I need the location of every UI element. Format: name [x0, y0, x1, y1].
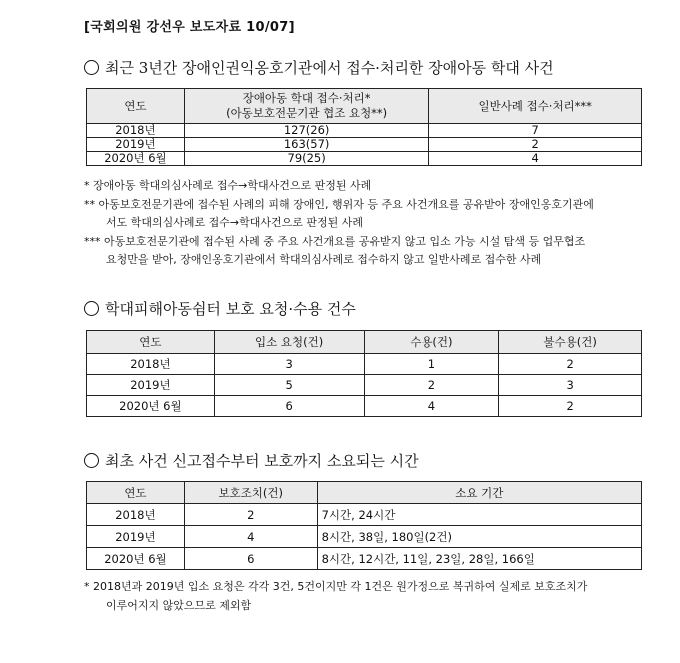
- cell-year: 2018년: [87, 504, 185, 526]
- col-year-header: 연도: [87, 482, 185, 504]
- col-accepted-header: 수용(건): [364, 331, 499, 354]
- press-release-header: [국회의원 강선우 보도자료 10/07]: [84, 20, 295, 35]
- section1-title: [84, 57, 554, 78]
- cell-request: 3: [214, 354, 364, 375]
- cell-abuse: 127(26): [184, 124, 429, 138]
- col-protection-header: 보호조치(건): [184, 482, 317, 504]
- table-row: [87, 396, 642, 417]
- col-abuse-header-line2: (아동보호전문기관 협조 요청**): [226, 106, 388, 120]
- cell-request: 6: [214, 396, 364, 417]
- footnote: * 장애아동 학대의심사례로 접수→학대사건으로 판정된 사례: [84, 179, 372, 192]
- table-header-row: [87, 89, 642, 124]
- section2-title-text: 학대피해아동쉼터 보호 요청·수용 건수: [105, 300, 356, 318]
- cell-protection: 2: [184, 504, 317, 526]
- cell-protection: 6: [184, 548, 317, 570]
- section2-title: [84, 298, 356, 319]
- shelter-requests-table: [86, 330, 642, 417]
- cell-request: 5: [214, 375, 364, 396]
- footnote: *** 아동보호전문기관에 접수된 사례 중 주요 사건개요를 공유받지 않고 입소 가능 시설 탐색 등 업무협조: [84, 234, 586, 248]
- cell-accepted: 4: [364, 396, 499, 417]
- cell-rejected: 2: [499, 354, 642, 375]
- cell-general: 2: [429, 138, 642, 152]
- col-rejected-header: 불수용(건): [499, 331, 642, 354]
- cell-year: 2020년 6월: [87, 152, 185, 166]
- col-abuse-header: [184, 89, 429, 124]
- table-row: [87, 375, 642, 396]
- cell-duration: 8시간, 38일, 180일(2건): [317, 526, 641, 548]
- footnote: * 2018년과 2019년 입소 요청은 각각 3건, 5건이지만 각 1건은 원가정으로 복귀하여 실제로 보호조치가: [84, 580, 588, 593]
- cell-protection: 4: [184, 526, 317, 548]
- cell-year: 2019년: [87, 138, 185, 152]
- cell-year: 2019년: [87, 526, 185, 548]
- table-row: [87, 548, 642, 570]
- cell-year: 2018년: [87, 354, 215, 375]
- col-year-header: 연도: [87, 331, 215, 354]
- cell-year: 2020년 6월: [87, 396, 215, 417]
- table-row: [87, 354, 642, 375]
- col-year-header: 연도: [87, 89, 185, 124]
- circle-bullet-icon: [84, 301, 99, 316]
- cell-abuse: 79(25): [184, 152, 429, 166]
- cell-accepted: 1: [364, 354, 499, 375]
- cell-abuse: 163(57): [184, 138, 429, 152]
- section1-notes: [84, 177, 594, 270]
- table-row: [87, 526, 642, 548]
- col-abuse-header-line1: 장애아동 학대 접수·처리*: [242, 91, 371, 105]
- section3-title-text: 최초 사건 신고접수부터 보호까지 소요되는 시간: [105, 452, 419, 470]
- protection-time-table: [86, 481, 642, 570]
- section1-title-text: 최근 3년간 장애인권익옹호기관에서 접수·처리한 장애아동 학대 사건: [105, 59, 554, 77]
- footnote: 서도 학대의심사례로 접수→학대사건으로 판정된 사례: [106, 216, 363, 229]
- footnote: 요청만을 받아, 장애인옹호기관에서 학대의심사례로 접수하지 않고 일반사례로 접수한 사례: [106, 253, 542, 266]
- cell-general: 7: [429, 124, 642, 138]
- cell-accepted: 2: [364, 375, 499, 396]
- circle-bullet-icon: [84, 60, 99, 75]
- section3-notes: [84, 578, 587, 615]
- cell-year: 2019년: [87, 375, 215, 396]
- table-row: [87, 152, 642, 166]
- cell-rejected: 3: [499, 375, 642, 396]
- cell-duration: 7시간, 24시간: [317, 504, 641, 526]
- cell-rejected: 2: [499, 396, 642, 417]
- footnote: ** 아동보호전문기관에 접수된 사례의 피해 장애인, 행위자 등 주요 사건개요를 공유받아 장애인옹호기관에: [84, 197, 594, 211]
- cell-general: 4: [429, 152, 642, 166]
- table-row: [87, 124, 642, 138]
- abuse-cases-table: [86, 88, 642, 166]
- cell-year: 2020년 6월: [87, 548, 185, 570]
- section3-title: [84, 450, 419, 471]
- table-row: [87, 138, 642, 152]
- table-row: [87, 504, 642, 526]
- footnote: 이루어지지 않았으므로 제외함: [106, 598, 252, 612]
- table-header-row: [87, 482, 642, 504]
- col-general-header: 일반사례 접수·처리***: [429, 89, 642, 124]
- col-duration-header: 소요 기간: [317, 482, 641, 504]
- circle-bullet-icon: [84, 453, 99, 468]
- cell-year: 2018년: [87, 124, 185, 138]
- cell-duration: 8시간, 12시간, 11일, 23일, 28일, 166일: [317, 548, 641, 570]
- table-header-row: [87, 331, 642, 354]
- col-request-header: 입소 요청(건): [214, 331, 364, 354]
